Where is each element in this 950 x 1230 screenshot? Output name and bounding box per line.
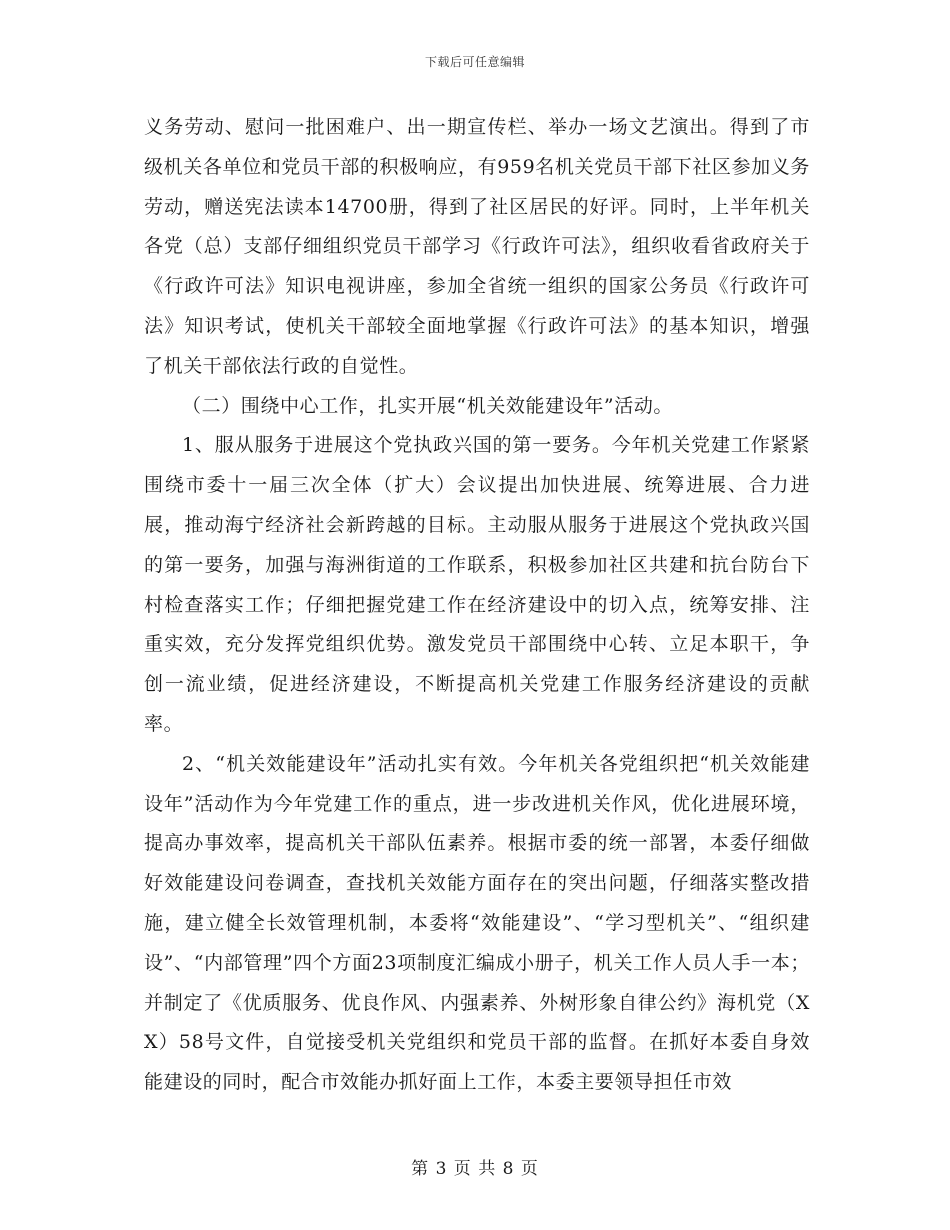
section-heading: （二）围绕中心工作，扎实开展“机关效能建设年”活动。 bbox=[182, 394, 674, 417]
document-body bbox=[144, 108, 810, 1103]
paragraph-item-1: 1、服从服务于进展这个党执政兴国的第一要务。今年机关党建工作紧紧围绕市委十一届三次全体（扩大）会议提出加快进展、统筹进展、合力进展，推动海宁经济社会新跨越的目标。主动服从服务于进展这个党执政兴国的第一要务，加强与海洲街道的工作联系，积极参加社区共建和抗台防台下村检查落实工作；仔细把握党建工作在经济建设中的切入点，统筹安排、注重实效，充分发挥党组织优势。激发党员干部围绕中心转、立足本职干，争创一流业绩，促进经济建设，不断提高机关党建工作服务经济建设的贡献率。 bbox=[144, 434, 810, 735]
page-header: 下载后可任意编辑 bbox=[424, 55, 525, 69]
page-number: 第 3 页 共 8 页 bbox=[411, 1159, 539, 1179]
paragraph-item-2: 2、“机关效能建设年”活动扎实有效。今年机关各党组织把“机关效能建设年”活动作为今年党建工作的重点，进一步改进机关作风，优化进展环境，提高办事效率，提高机关干部队伍素养。根据市委的统一部署，本委仔细做好效能建设问卷调查，查找机关效能方面存在的突出问题，仔细落实整改措施，建立健全长效管理机制，本委将“效能建设”、“学习型机关”、“组织建设”、“内部管理”四个方面23项制度汇编成小册子，机关工作人员人手一本；并制定了《优质服务、优良作风、内强素养、外树形象自律公约》海机党（XX）58号文件，自觉接受机关党组织和党员干部的监督。在抓好本委自身效能建设的同时，配合市效能办抓好面上工作，本委主要领导担任市效 bbox=[144, 752, 810, 1094]
paragraph-continuation: 义务劳动、慰问一批困难户、出一期宣传栏、举办一场文艺演出。得到了市级机关各单位和党员干部的积极响应，有959名机关党员干部下社区参加义务劳动，赠送宪法读本14700册，得到了社区居民的好评。同时，上半年机关各党（总）支部仔细组织党员干部学习《行政许可法》，组织收看省政府关于《行政许可法》知识电视讲座，参加全省统一组织的国家公务员《行政许可法》知识考试，使机关干部较全面地掌握《行政许可法》的基本知识，增强了机关干部依法行政的自觉性。 bbox=[144, 116, 810, 377]
